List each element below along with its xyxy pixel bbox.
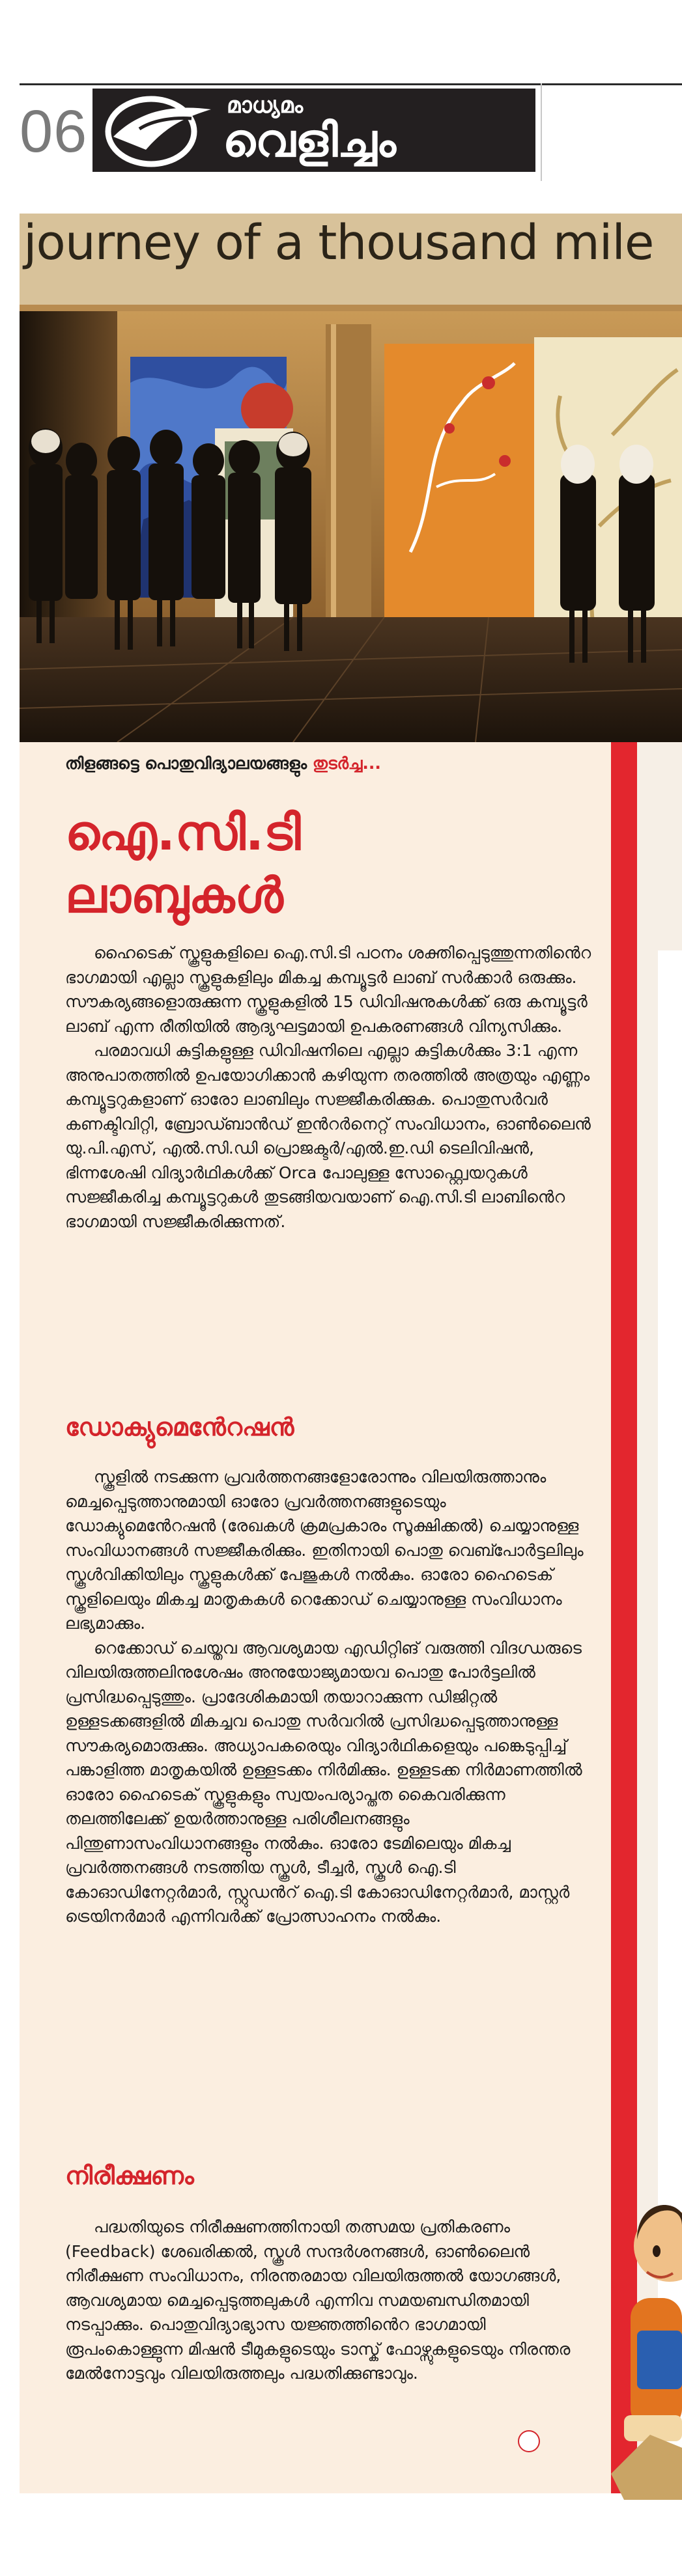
masthead-brand-band <box>92 89 535 172</box>
masthead-rule <box>20 83 682 85</box>
headline-line-2: ലാബുകൾ <box>65 868 283 924</box>
brand-name-small: മാധ്യമം <box>227 92 304 118</box>
paragraph: പരമാവധി കുട്ടികളുള്ള ഡിവിഷനിലെ എല്ലാ കുട്ടികൾക്കും 3:1 എന്ന അനുപാതത്തിൽ ഉപയോഗിക്കാൻ കഴിയുന്ന തരത്തിൽ അത്രയും എണ്ണം കമ്പ്യൂട്ടറുകളാണ് ഓരോ ലാബിലും സജ്ജീകരിക്കുക. പൊതുസർവർ കണക്ടിവിറ്റി, ബ്രോഡ്ബാൻഡ് ഇൻറർനെറ്റ് സംവിധാനം, ഓൺലൈൻ യു.പി.എസ്, എൽ.സി.ഡി പ്രൊജക്ടർ/എൽ.ഇ.ഡി ടെലിവിഷൻ, ഭിന്നശേഷി വിദ്യാർഥികൾക്ക് Orca പോലുള്ള സോഫ്റ്റ്വെയറുകൾ സജ്ജീകരിച്ച കമ്പ്യൂട്ടറുകൾ തുടങ്ങിയവയാണ് ഐ.സി.ടി ലാബിൻെറ ഭാഗമായി സജ്ജീകരിക്കുന്നത്. <box>65 1041 591 1231</box>
article-end-mark <box>518 2430 540 2452</box>
school-corridor-illustration <box>20 214 682 742</box>
article-photo <box>20 214 682 742</box>
section-heading-documentation: ഡോക്യുമെൻേറഷൻ <box>65 1413 294 1441</box>
masthead <box>20 83 682 184</box>
paragraph: ഹൈടെക് സ്കൂളുകളിലെ ഐ.സി.ടി പഠനം ശക്തിപ്പെടുത്തുന്നതിൻെറ ഭാഗമായി എല്ലാ സ്കൂളുകളിലും മികച്ച കമ്പ്യൂട്ടർ ലാബ് സർക്കാർ ഒരുക്കും. സൗകര്യങ്ങളൊരുക്കുന്ന സ്കൂളുകളിൽ 15 ഡിവിഷനുകൾക്ക് ഒരു കമ്പ്യൂട്ടർ ലാബ് എന്ന രീതിയിൽ ആദ്യഘട്ടമായി ഉപകരണങ്ങൾ വിന്യസിക്കും. <box>65 943 591 1036</box>
section-heading-monitoring: നിരീക്ഷണം <box>65 2161 194 2190</box>
article-kicker <box>65 754 381 773</box>
paragraph: പദ്ധതിയുടെ നിരീക്ഷണത്തിനായി തത്സമയ പ്രതികരണം (Feedback) ശേഖരിക്കൽ, സ്കൂൾ സന്ദർശനങ്ങൾ, ഓൺലൈൻ നിരീക്ഷണ സംവിധാനം, നിരന്തരമായ വിലയിരുത്തൽ യോഗങ്ങൾ, ആവശ്യമായ മെച്ചപ്പെടുത്തലുകൾ എന്നിവ സമയബന്ധിതമായി നടപ്പാക്കും. പൊതുവിദ്യാഭ്യാസ യജ്ഞത്തിൻെറ ഭാഗമായി രൂപംകൊള്ളുന്ന മിഷൻ ടീമുകളുടെയും ടാസ്ക് ഫോഴ്സുകളുടെയും നിരന്തര മേൽനോട്ടവും വിലയിരുത്തലും പദ്ധതിക്കുണ്ടാവും. <box>65 2217 571 2383</box>
article-headline <box>65 802 586 927</box>
headline-line-1: ഐ.സി.ടി <box>65 805 301 861</box>
kicker-text: തിളങ്ങട്ടെ പൊതുവിദ്യാലയങ്ങളും <box>65 754 307 773</box>
section-monitoring-body <box>65 2215 598 2386</box>
paragraph: സ്കൂളിൽ നടക്കുന്ന പ്രവർത്തനങ്ങളോരോന്നും വിലയിരുത്താനും മെച്ചപ്പെടുത്താനുമായി ഓരോ പ്രവർത്തനങ്ങളുടെയും ഡോക്യുമെൻേറഷൻ (രേഖകൾ ക്രമപ്രകാരം സൂക്ഷിക്കൽ) ചെയ്യാനുള്ള സംവിധാനങ്ങൾ സജ്ജീകരിക്കും. ഇതിനായി പൊതു വെബ്പോർട്ടലിലും സ്കൂൾവിക്കിയിലും സ്കൂളുകൾക്ക് പേജുകൾ നൽകും. ഓരോ ഹൈടെക് സ്കൂളിലെയും മികച്ച മാതൃകകൾ റെക്കോഡ് ചെയ്യാനുള്ള സംവിധാനം ലഭ്യമാക്കും. <box>65 1467 584 1633</box>
madhyamam-logo-icon <box>100 91 215 169</box>
kicker-continued: തുടർച്ച... <box>312 754 381 773</box>
photo-banner-text: journey of a thousand mile <box>23 215 654 271</box>
cartoon-character-illustration <box>611 2200 682 2500</box>
section-documentation-body <box>65 1465 598 1929</box>
section-ict-body <box>65 941 598 1234</box>
paragraph: റെക്കോഡ് ചെയ്തവ ആവശ്യമായ എഡിറ്റിങ് വരുത്തി വിദഗ്ധരുടെ വിലയിരുത്തലിനുശേഷം അനുയോജ്യമായവ പൊതു പോർട്ടലിൽ പ്രസിദ്ധപ്പെടുത്തും. പ്രാദേശികമായി തയാറാക്കുന്ന ഡിജിറ്റൽ ഉള്ളടക്കങ്ങളിൽ മികച്ചവ പൊതു സർവറിൽ പ്രസിദ്ധപ്പെടുത്താനുള്ള സൗകര്യമൊരുക്കും. അധ്യാപകരെയും വിദ്യാർഥികളെയും പങ്കെടുപ്പിച്ച് പങ്കാളിത്ത മാതൃകയിൽ ഉള്ളടക്കം നിർമിക്കും. ഉള്ളടക്ക നിർമാണത്തിൽ ഓരോ ഹൈടെക് സ്കൂളുകളും സ്വയംപര്യാപ്തത കൈവരിക്കുന്ന തലത്തിലേക്ക് ഉയർത്താനുള്ള പരിശീലനങ്ങളും പിന്തുണാസംവിധാനങ്ങളും നൽകും. ഓരോ ടേമിലെയും മികച്ച പ്രവർത്തനങ്ങൾ നടത്തിയ സ്കൂൾ, ടീച്ചർ, സ്കൂൾ ഐ.ടി കോഓഡിനേറ്റർമാർ, സ്റ്റുഡൻറ് ഐ.ടി കോഓഡിനേറ്റർമാർ, മാസ്റ്റർ ട്രെയിനർമാർ എന്നിവർക്ക് പ്രോത്സാഹനം നൽകും. <box>65 1638 582 1926</box>
masthead-divider <box>541 83 542 181</box>
brand-name-large: വെളിച്ചം <box>223 114 396 167</box>
page-number: 06 <box>20 98 88 165</box>
